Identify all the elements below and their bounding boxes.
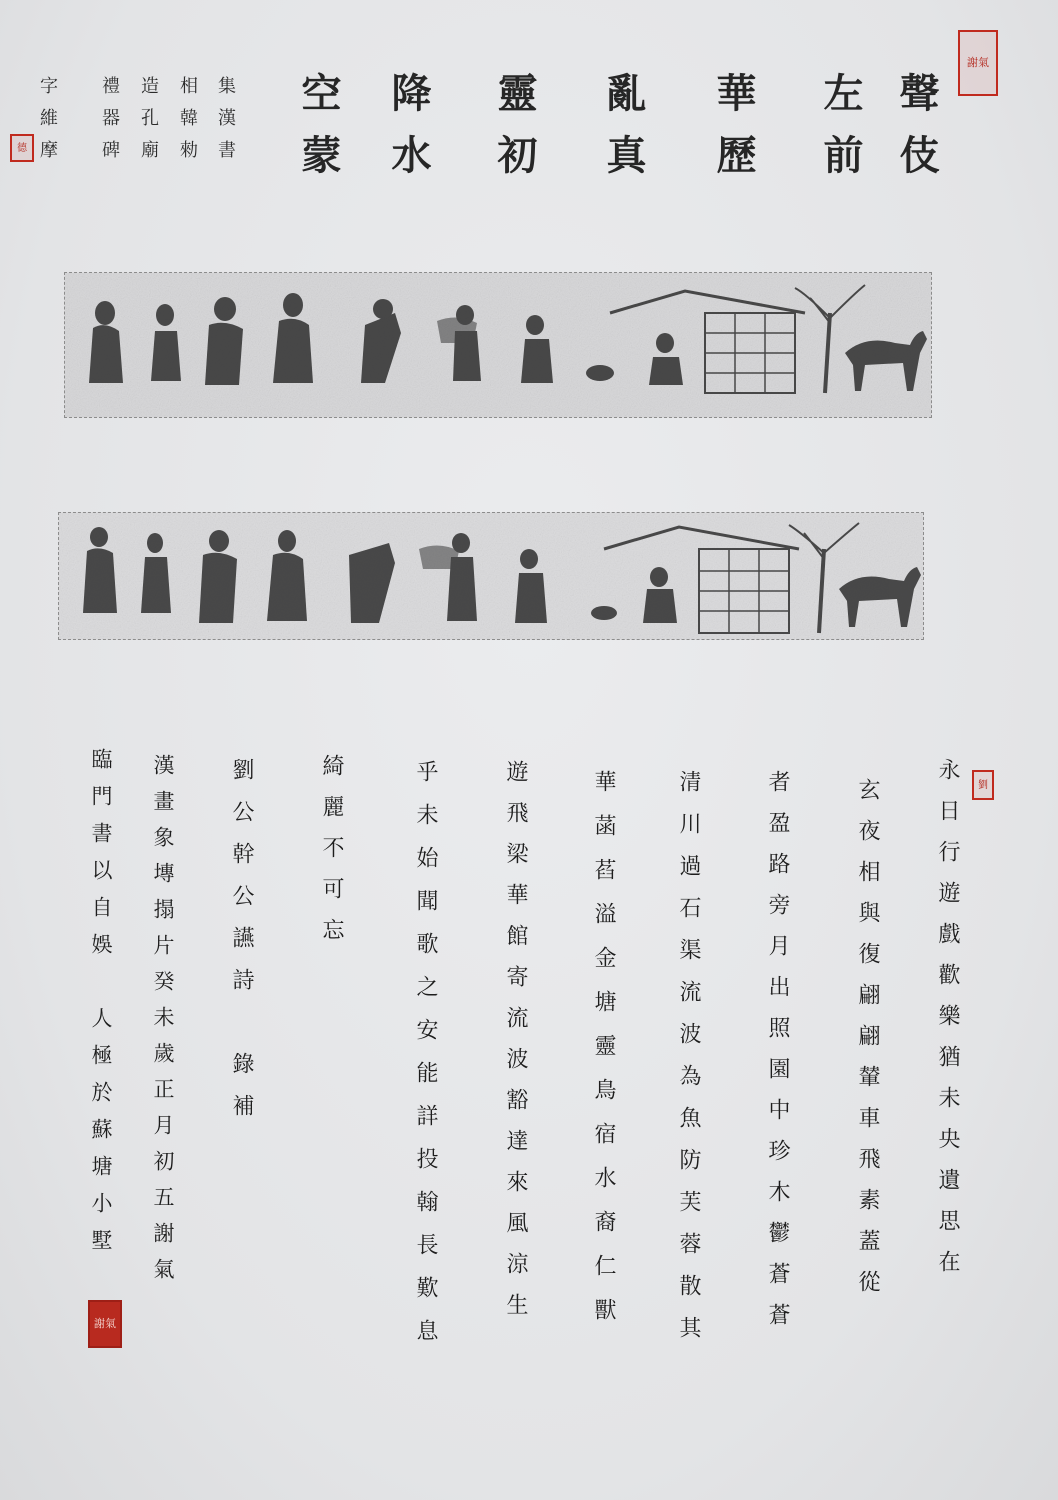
text-column-9: 劉公幹公讌詩 錄補 (229, 758, 254, 1136)
han-brick-rubbing-2 (58, 512, 924, 640)
title-column-7: 空蒙 (295, 72, 342, 196)
seal-top-right (958, 30, 998, 96)
seal-text-start-text: 劉 (978, 779, 988, 791)
seal-bottom-text: 謝氣 (94, 1316, 116, 1330)
rubbing-1-figures (65, 273, 931, 417)
rubbing-2-figures (59, 513, 923, 639)
text-column-2: 玄夜相與復翩翩輦車飛素蓋從 (855, 778, 880, 1311)
title-column-1: 聲伎 (893, 72, 940, 196)
seal-text-start (972, 770, 994, 800)
seal-top-right-text: 謝氣 (967, 55, 989, 69)
side-inscription-4: 禮器碑 (99, 76, 120, 172)
text-column-3: 者盈路旁月出照園中珍木鬱蒼蒼 (765, 770, 790, 1344)
text-column-1: 永日行遊戲歡樂猶未央遺思在 (935, 758, 960, 1291)
title-column-6: 降水 (385, 72, 432, 196)
text-column-7: 乎未始聞歌之安能詳投翰長歎息 (413, 760, 438, 1362)
side-inscription-3: 造孔廟 (138, 76, 159, 172)
title-column-4: 亂真 (600, 72, 647, 196)
side-inscription-2: 相韓勑 (177, 76, 198, 172)
text-column-11: 臨門書以自娛 人極於蘇塘小墅 (89, 748, 113, 1266)
seal-bottom (88, 1300, 122, 1348)
text-column-4: 清川過石渠流波為魚防芙蓉散其 (676, 770, 701, 1358)
text-column-10: 漢畫象塼搨片癸未歲正月初五謝氣 (151, 754, 175, 1294)
text-column-6: 遊飛梁華館寄流波豁達來風涼生 (503, 760, 528, 1334)
title-column-5: 靈初 (491, 72, 538, 196)
text-column-5: 華菡萏溢金塘靈鳥宿水裔仁獸 (591, 770, 616, 1342)
side-inscription-5: 字維摩 (37, 76, 58, 172)
title-column-3: 華歷 (710, 72, 757, 196)
han-brick-rubbing-1 (64, 272, 932, 418)
text-column-8: 綺麗不可忘 (319, 754, 344, 959)
side-inscription-1: 集漢書 (215, 76, 236, 172)
seal-side-small (10, 134, 34, 162)
seal-side-small-text: 德 (17, 142, 27, 154)
title-column-2: 左前 (817, 72, 864, 196)
